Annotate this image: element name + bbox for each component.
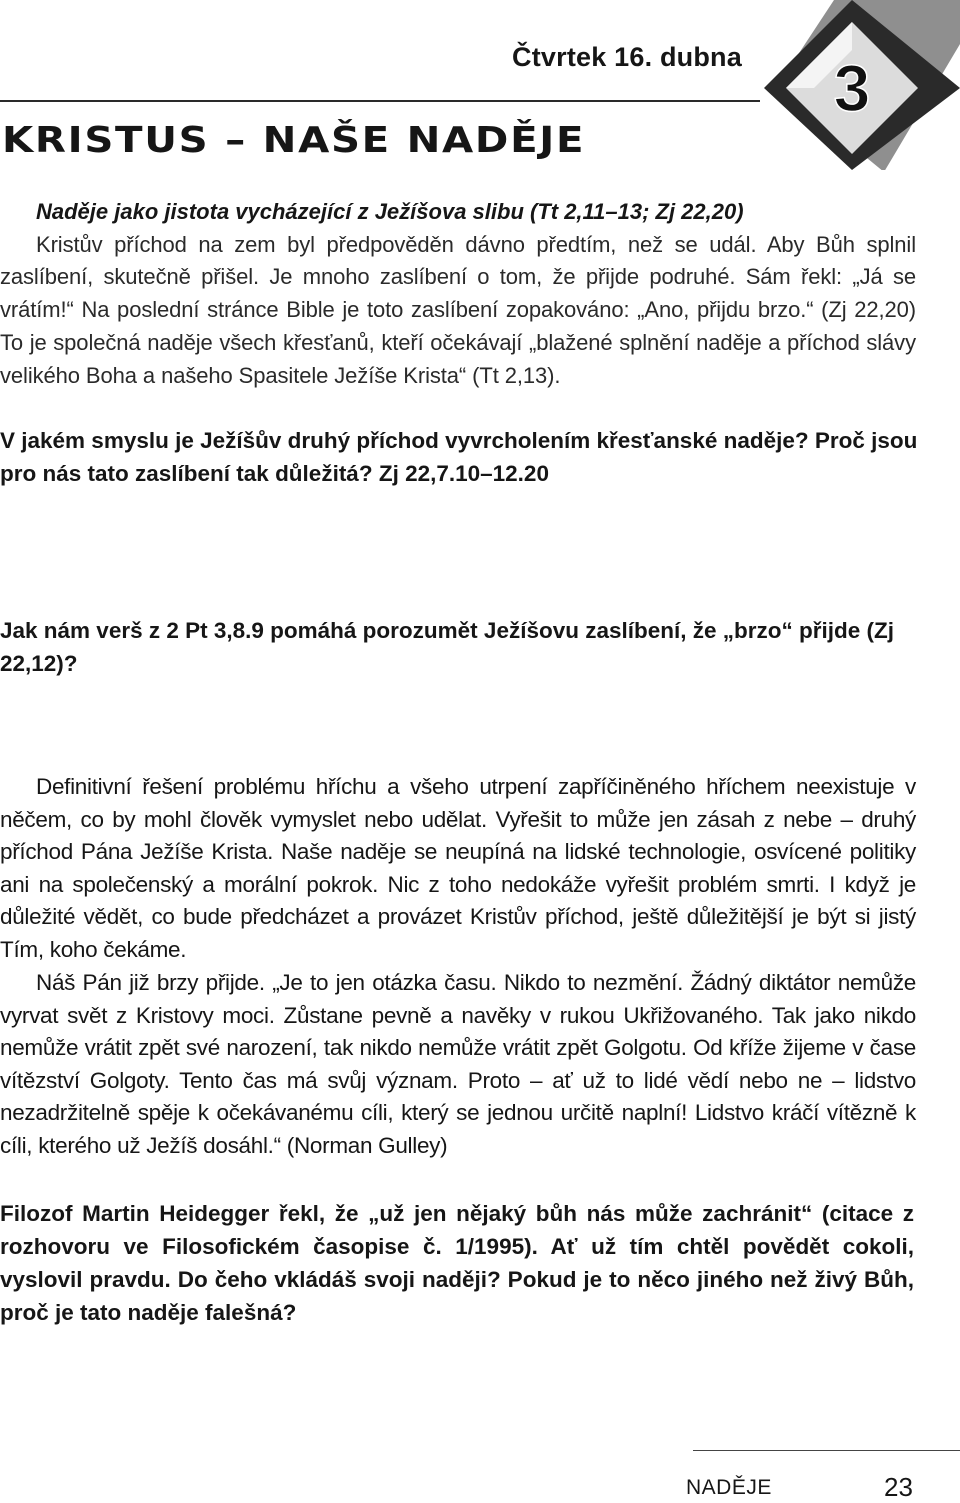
study-question-3: Filozof Martin Heidegger řekl, že „už jen nějaký bůh nás může zachránit“ (citace z rozhovoru ve Filosofickém časopise č. 1/1995). Ať už tím chtěl povědět cokoli, vyslovil pravdu. Do čeho vkládáš svoji naději? Pokud je to něco jiného než živý Bůh, proč je tato naděje falešná?: [0, 1201, 914, 1325]
section-body-text: Kristův příchod na zem byl předpověděn dávno předtím, než se udál. Aby Bůh splnil zaslíbení, skutečně přišel. Je mnoho zaslíbení o tom, že přijde podruhé. Sám řekl: „Já se vrátím!“ Na poslední stránce Bible je toto zaslíbení zopakováno: „Ano, přijdu brzo.“ (Zj 22,20) To je společná naděje všech křesťanů, kteří očekávají „blažené splnění naděje a příchod slávy velikého Boha a našeho Spasitele Ježíše Krista“ (Tt 2,13).: [0, 231, 916, 388]
lesson-title: KRISTUS – NAŠE NADĚJE: [2, 120, 586, 161]
lesson-number-badge: [756, 0, 960, 170]
section-intro: [0, 196, 916, 392]
commentary-paragraph-1: Definitivní řešení problému hříchu a všeho utrpení zapříčiněného hříchem neexistuje v něčem, co by mohl člověk vymyslet nebo udělat. Vyřešit to může jen zásah z nebe – druhý příchod Pána Ježíše Krista. Naše naděje se neupíná na lidské technologie, osvícené politiky ani na společenský a morální pokrok. Nic z toho nedokáže vyřešit problém smrti. I když je důležité vědět, co bude předcházet a provázet Kristův příchod, ještě důležitější je být si jistý Tím, koho čekáme.: [0, 774, 916, 962]
study-question-1: V jakém smyslu je Ježíšův druhý příchod vyvrcholením křesťanské naděje? Proč jsou pro nás tato zaslíbení tak důležitá? Zj 22,7.10–12.20: [0, 428, 918, 486]
header-divider: [0, 100, 760, 102]
commentary-paragraph-2: Náš Pán již brzy přijde. „Je to jen otázka času. Nikdo to nezmění. Žádný diktátor nemůže vyrvat svět z Kristovy moci. Zůstane pevně a navěky v rukou Ukřižovaného. Tak jako nikdo nemůže vrátit zpět své narození, tak nikdo nemůže vrátit zpět Golgotu. Od kříže žijeme v čase vítězství Golgoty. Tento čas má svůj význam. Proto – ať už to lidé vědí nebo ne – lidstvo nezadržitelně spěje k očekávanému cíli, který se jednou určitě naplní! Lidstvo kráčí vítězně k cíli, kterého už Ježíš dosáhl.“ (Norman Gulley): [0, 970, 916, 1158]
footer-divider: [693, 1450, 960, 1451]
page-number: 23: [884, 1472, 913, 1502]
footer-label: NADĚJE: [686, 1476, 772, 1499]
lesson-date: Čtvrtek 16. dubna: [512, 42, 742, 72]
section-lead-heading: Naděje jako jistota vycházející z Ježíšova slibu (Tt 2,11–13; Zj 22,20): [36, 199, 744, 224]
lesson-number: 3: [833, 51, 871, 125]
study-question-2: Jak nám verš z 2 Pt 3,8.9 pomáhá porozumět Ježíšovu zaslíbení, že „brzo“ přijde (Zj 22,12)?: [0, 618, 895, 676]
